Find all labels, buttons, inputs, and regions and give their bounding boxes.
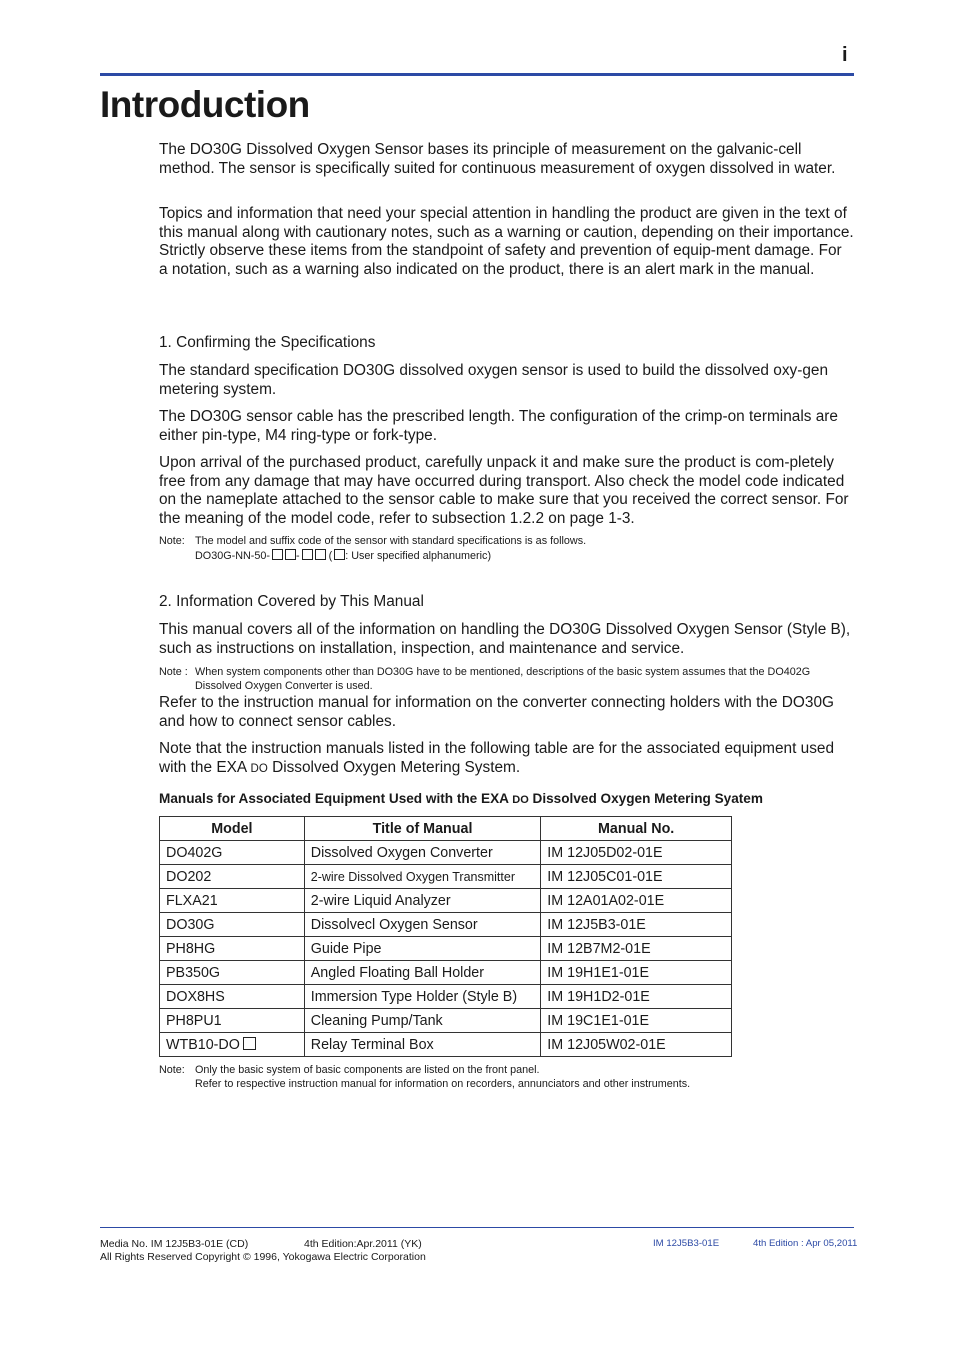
placeholder-box-icon [302, 549, 313, 560]
model-cell: FLXA21 [160, 889, 305, 913]
table-row [160, 1009, 732, 1033]
table-caption: Manuals for Associated Equipment Used with the EXA DO Dissolved Oxygen Metering Syatem [159, 791, 763, 806]
title-cell: Dissolved Oxygen Converter [304, 841, 541, 865]
page-number: i [842, 44, 848, 66]
note-line: The model and suffix code of the sensor with standard specifications is as follows. [195, 535, 587, 547]
manual-no-cell: IM 19H1D2-01E [541, 985, 732, 1009]
table-row [160, 937, 732, 961]
table-row [160, 985, 732, 1009]
model-cell: DOX8HS [160, 985, 305, 1009]
table-row [160, 865, 732, 889]
media-number: Media No. IM 12J5B3-01E (CD) [100, 1238, 249, 1250]
manual-no-cell: IM 12J05W02-01E [541, 1033, 732, 1057]
manual-no-cell: IM 12J5B3-01E [541, 913, 732, 937]
section-1-paragraph-1: The standard specification DO30G dissolved oxygen sensor is used to build the dissolved oxy-gen metering system. [159, 362, 829, 398]
note-label: Note : [159, 666, 188, 678]
note-label: Note: [159, 1064, 185, 1076]
model-cell: PB350G [160, 961, 305, 985]
section-1-note [159, 534, 854, 564]
title-cell: Immersion Type Holder (Style B) [304, 985, 541, 1009]
table-row [160, 961, 732, 985]
header-rule [100, 73, 854, 76]
footer-doc-number: IM 12J5B3-01E [653, 1238, 720, 1249]
table-row [160, 841, 732, 865]
column-header-model: Model [160, 817, 305, 841]
manual-no-cell: IM 12J05D02-01E [541, 841, 732, 865]
edition-info: 4th Edition:Apr.2011 (YK) [304, 1238, 422, 1250]
intro-paragraph-2: Topics and information that need your special attention in handling the product are given in the text of this manual along with cautionary notes, such as a warning or caution, depending on their importance. Strictly observe these items from the standpoint of safety and prevention of equip-ment damage. For a notation, such as a warning also indicated on the product, there is an alert mark in the manual. [159, 205, 854, 278]
model-cell: PH8HG [160, 937, 305, 961]
note-label: Note: [159, 535, 185, 547]
column-header-title: Title of Manual [304, 817, 541, 841]
table-row [160, 889, 732, 913]
section-2-heading: 2. Information Covered by This Manual [159, 593, 424, 610]
section-1-paragraph-2: The DO30G sensor cable has the prescribed length. The configuration of the crimp-on terminals are either pin-type, M4 ring-type or fork-type. [159, 408, 838, 444]
table-row [160, 1033, 732, 1057]
note-line-1: Only the basic system of basic components are listed on the front panel. [195, 1064, 540, 1076]
footer-media-info [100, 1238, 426, 1264]
manual-no-cell: IM 12B7M2-01E [541, 937, 732, 961]
intro-paragraph-1: The DO30G Dissolved Oxygen Sensor bases its principle of measurement on the galvanic-cell method. The sensor is specifically suited for continuous measurement of oxygen dissolved in water. [159, 141, 836, 177]
title-cell: 2-wire Dissolved Oxygen Transmitter [304, 865, 541, 889]
title-cell: Relay Terminal Box [304, 1033, 541, 1057]
placeholder-box-icon [243, 1037, 256, 1050]
section-2-paragraph-3: Note that the instruction manuals listed in the following table are for the associated equipment used with the EXA DO Dissolved Oxygen Metering System. [159, 740, 835, 776]
table-note [159, 1064, 854, 1091]
table-header-row [160, 817, 732, 841]
manual-no-cell: IM 19C1E1-01E [541, 1009, 732, 1033]
section-2-note [159, 665, 854, 693]
model-cell: DO202 [160, 865, 305, 889]
note-text: When system components other than DO30G have to be mentioned, descriptions of the basic system assumes that the DO402G Dissolved Oxygen Converter is used. [195, 666, 811, 692]
title-cell: Guide Pipe [304, 937, 541, 961]
title-cell: Cleaning Pump/Tank [304, 1009, 541, 1033]
title-cell: Dissolvecl Oxygen Sensor [304, 913, 541, 937]
note-line-2: Refer to respective instruction manual for information on recorders, annunciators and other instruments. [195, 1077, 691, 1090]
model-cell: DO30G [160, 913, 305, 937]
section-2-paragraph-2: Refer to the instruction manual for information on the converter connecting holders with the DO30G and how to connect sensor cables. [159, 694, 834, 730]
model-cell: PH8PU1 [160, 1009, 305, 1033]
manual-no-cell: IM 19H1E1-01E [541, 961, 732, 985]
title-cell: 2-wire Liquid Analyzer [304, 889, 541, 913]
table-row [160, 913, 732, 937]
manuals-table [159, 816, 732, 1057]
model-cell: DO402G [160, 841, 305, 865]
column-header-manual-no: Manual No. [541, 817, 732, 841]
title-cell: Angled Floating Ball Holder [304, 961, 541, 985]
placeholder-box-icon [285, 549, 296, 560]
placeholder-box-icon [334, 549, 345, 560]
manual-no-cell: IM 12A01A02-01E [541, 889, 732, 913]
page-title: Introduction [100, 84, 310, 125]
footer-rule [100, 1227, 854, 1228]
model-cell: WTB10-DO [160, 1033, 305, 1057]
section-1-paragraph-3: Upon arrival of the purchased product, carefully unpack it and make sure the product is com-pletely free from any damage that may have occurred during transport. Also check the model code indicated on the nameplate attached to the sensor cable to make sure that you received the correct sensor. For the meaning of the model code, refer to subsection 1.2.2 on page 1-3. [159, 454, 849, 527]
footer-edition-date: 4th Edition : Apr 05,2011 [753, 1238, 858, 1249]
section-2-paragraph-1: This manual covers all of the information on handling the DO30G Dissolved Oxygen Sensor (Style B), such as instructions on installation, inspection, and maintenance and service. [159, 621, 851, 657]
copyright: All Rights Reserved Copyright © 1996, Yokogawa Electric Corporation [100, 1251, 426, 1263]
manual-no-cell: IM 12J05C01-01E [541, 865, 732, 889]
placeholder-box-icon [315, 549, 326, 560]
placeholder-box-icon [272, 549, 283, 560]
section-1-heading: 1. Confirming the Specifications [159, 334, 376, 351]
model-code-line: DO30G-NN-50- - ( : User specified alphanumeric) [195, 550, 492, 562]
